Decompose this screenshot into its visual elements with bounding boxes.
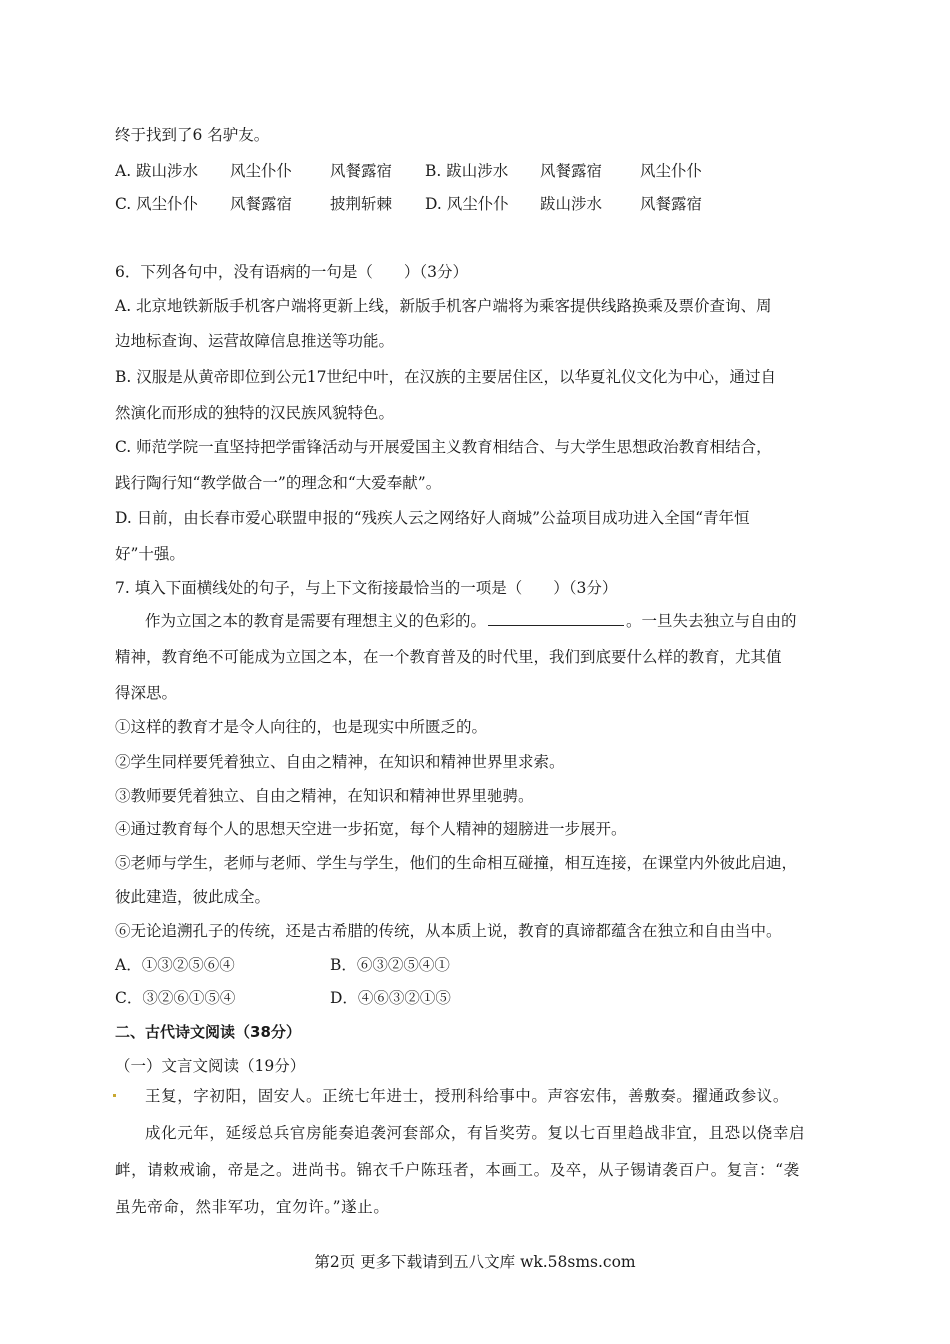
q6-option-a-line2: 边地标查询、运营故障信息推送等功能。 <box>115 332 395 350</box>
q5-option-c: C. 风尘仆仆 风餐露宿 披荆斩棘 <box>115 195 393 213</box>
q7-option-c: C．③②⑥①⑤④ <box>115 989 236 1007</box>
q7-passage-line1: 作为立国之本的教育是需要有理想主义的色彩的。 。一旦失去独立与自由的 <box>145 612 797 630</box>
q5-option-d: D. 风尘仆仆 跋山涉水 风餐露宿 <box>425 195 703 213</box>
q7-option-a: A．①③②⑤⑥④ <box>115 956 235 974</box>
q6-option-d-line2: 好”十强。 <box>115 545 185 563</box>
q6-option-c-line2: 践行陶行知“教学做合一”的理念和“大爱奉献”。 <box>115 474 442 492</box>
section-title: 二、古代诗文阅读（38分） <box>115 1023 301 1041</box>
q6-option-d-line1: D. 日前，由长春市爱心联盟申报的“残疾人云之网络好人商城”公益项目成功进入全国“青年恒 <box>115 509 750 527</box>
classical-paragraph-2-line2: 衅，请敕戒谕，帝是之。进尚书。锦衣千户陈珏者，本画工。及卒，从子锡请袭百户。复言：“袭 <box>115 1161 800 1179</box>
q7-sentence-1: ①这样的教育才是令人向往的，也是现实中所匮乏的。 <box>115 718 488 736</box>
subsection-title: （一）文言文阅读（19分） <box>115 1057 306 1075</box>
decorative-dot <box>113 1094 116 1097</box>
fill-in-blank <box>488 611 624 626</box>
q7-passage-line3: 得深思。 <box>115 684 178 702</box>
q7-sentence-6: ⑥无论追溯孔子的传统，还是古希腊的传统，从本质上说，教育的真谛都蕴含在独立和自由当中。 <box>115 922 782 940</box>
q7-passage-line2: 精神，教育绝不可能成为立国之本，在一个教育普及的时代里，我们到底要什么样的教育，尤其值 <box>115 648 782 666</box>
classical-paragraph-2-line1: 成化元年，延绥总兵官房能奏追袭河套部众，有旨奖劳。复以七百里趋战非宜，且恐以侥幸启 <box>145 1124 806 1142</box>
q7-sentence-4: ④通过教育每个人的思想天空进一步拓宽，每个人精神的翅膀进一步展开。 <box>115 820 627 838</box>
q7-sentence-3: ③教师要凭着独立、自由之精神，在知识和精神世界里驰骋。 <box>115 787 534 805</box>
q7-option-b: B．⑥③②⑤④① <box>330 956 450 974</box>
q6-option-b-line2: 然演化而形成的独特的汉民族风貌特色。 <box>115 404 395 422</box>
q7-option-d: D．④⑥③②①⑤ <box>330 989 451 1007</box>
q6-option-a-line1: A. 北京地铁新版手机客户端将更新上线，新版手机客户端将为乘客提供线路换乘及票价查询、周 <box>115 297 772 315</box>
page-footer: 第2页 更多下载请到五八文库 wk.58sms.com <box>314 1253 636 1271</box>
q7-stem: 7. 填入下面横线处的句子，与上下文衔接最恰当的一项是（ ）（3分） <box>115 579 618 597</box>
q6-stem: 6．下列各句中，没有语病的一句是（ ）（3分） <box>115 263 468 281</box>
q5-option-b: B. 跋山涉水 风餐露宿 风尘仆仆 <box>425 162 703 180</box>
q7-sentence-5-line1: ⑤老师与学生，老师与老师、学生与学生，他们的生命相互碰撞，相互连接，在课堂内外彼此启迪， <box>115 854 798 872</box>
classical-paragraph-1: 王复，字初阳，固安人。正统七年进士，授刑科给事中。声容宏伟，善敷奏。擢通政参议。 <box>145 1087 790 1105</box>
q5-option-a: A. 跋山涉水 风尘仆仆 风餐露宿 <box>115 162 393 180</box>
q7-sentence-2: ②学生同样要凭着独立、自由之精神，在知识和精神世界里求索。 <box>115 753 565 771</box>
classical-paragraph-2-line3: 虽先帝命，然非军功，宜勿许。”遂止。 <box>115 1198 390 1216</box>
q5-tail: 终于找到了6 名驴友。 <box>115 126 270 144</box>
q6-option-c-line1: C. 师范学院一直坚持把学雷锋活动与开展爱国主义教育相结合、与大学生思想政治教育相结合， <box>115 438 772 456</box>
q6-option-b-line1: B. 汉服是从黄帝即位到公元17世纪中叶，在汉族的主要居住区，以华夏礼仪文化为中心，通过自 <box>115 368 776 386</box>
q7-sentence-5-line2: 彼此建造，彼此成全。 <box>115 888 271 906</box>
